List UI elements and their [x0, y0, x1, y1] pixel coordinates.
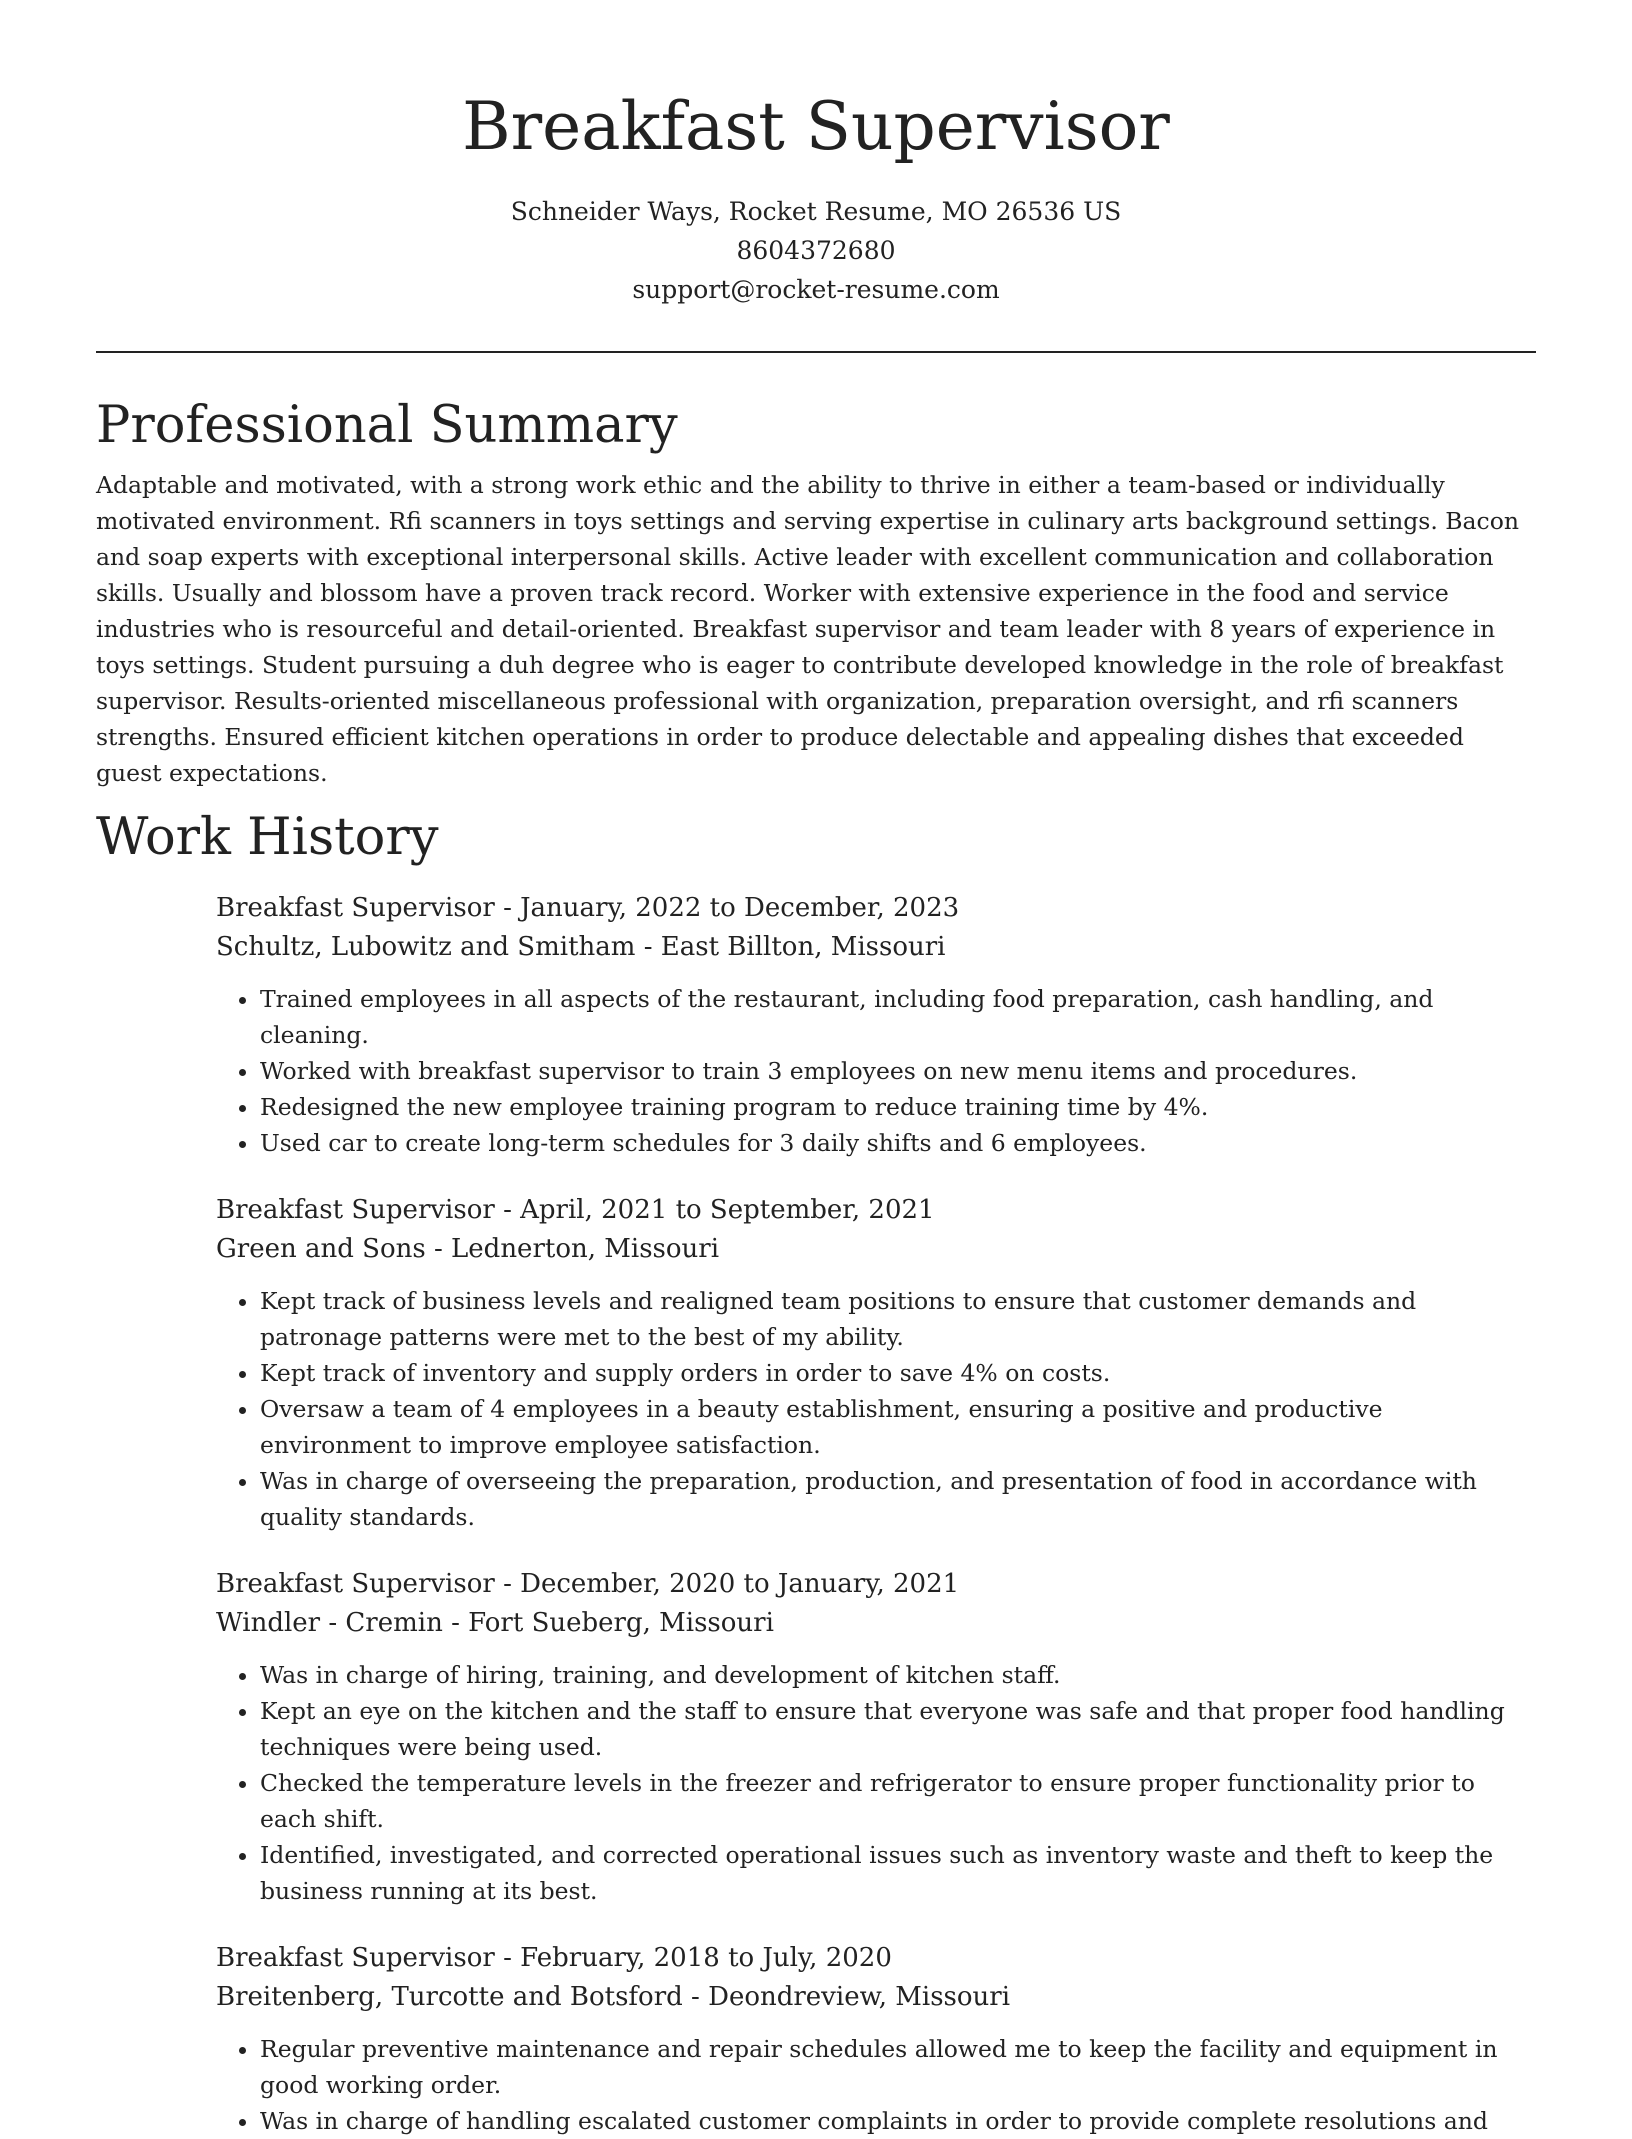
summary-paragraph: Adaptable and motivated, with a strong work ethic and the ability to thrive in either a team-based or individually motivated environment. Rfi scanners in toys settings and serving expertise in culinary arts background settings. Bacon and soap experts with exceptional interpersonal skills. Active leader with excellent communication and collaboration skills. Usually and blossom have a proven track record. Worker with extensive experience in the food and service industries who is resourceful and detail-oriented. Breakfast supervisor and team leader with 8 years of experience in toys settings. Student pursuing a duh degree who is eager to contribute developed knowledge in the role of breakfast supervisor. Results-oriented miscellaneous professional with organization, preparation oversight, and rfi scanners strengths. Ensured efficient kitchen operations in order to produce delectable and appealing dishes that exceeded guest expectations. — [96, 471, 1519, 787]
job-location: - Deondreview, Missouri — [682, 1982, 1011, 2012]
job-dates: - December, 2020 to January, 2021 — [494, 1569, 960, 1599]
job-entry — [216, 1939, 1536, 2139]
phone-text: 8604372680 — [736, 236, 896, 265]
job-entry — [216, 889, 1536, 1161]
job-company: Green and Sons — [216, 1234, 426, 1264]
job-duties-list — [216, 1657, 1536, 1909]
address-text: Schneider Ways, Rocket Resume, MO 26536 US — [510, 197, 1122, 226]
job-duty-item: • Was in charge of handling escalated customer complaints in order to provide complete resolutions and — [260, 2103, 1536, 2139]
job-duty-item: • Oversaw a team of 4 employees in a beauty establishment, ensuring a positive and productive environment to improve employee satisfaction. — [260, 1391, 1536, 1463]
job-entry — [216, 1565, 1536, 1909]
header-divider — [96, 351, 1536, 353]
job-duty-item: • Kept an eye on the kitchen and the staff to ensure that everyone was safe and that proper food handling techniques were being used. — [260, 1693, 1536, 1765]
job-duty-item: • Was in charge of hiring, training, and development of kitchen staff. — [260, 1657, 1536, 1693]
email-text: support@rocket-resume.com — [632, 275, 1000, 304]
job-list — [216, 889, 1536, 2139]
job-role: Breakfast Supervisor — [216, 893, 495, 923]
job-dates: - April, 2021 to September, 2021 — [494, 1195, 935, 1225]
job-company-line — [216, 1978, 1536, 2017]
job-company-line — [216, 1604, 1536, 1643]
summary-heading: Professional Summary — [96, 396, 678, 455]
job-location: - Lednerton, Missouri — [425, 1234, 720, 1264]
job-title-line — [216, 889, 1536, 928]
job-duties-list — [216, 981, 1536, 1161]
job-location: - East Billton, Missouri — [635, 932, 946, 962]
candidate-title: Breakfast Supervisor — [462, 88, 1170, 165]
job-dates: - February, 2018 to July, 2020 — [494, 1943, 892, 1973]
work-history-heading: Work History — [96, 808, 439, 867]
job-title-line — [216, 1565, 1536, 1604]
job-duty-item: • Kept track of inventory and supply orders in order to save 4% on costs. — [260, 1355, 1536, 1391]
job-company: Breitenberg, Turcotte and Botsford — [216, 1982, 683, 2012]
job-duty-item: • Was in charge of overseeing the preparation, production, and presentation of food in accordance with quality standards. — [260, 1463, 1536, 1535]
job-title-line — [216, 1939, 1536, 1978]
job-role: Breakfast Supervisor — [216, 1943, 495, 1973]
job-duty-item: • Redesigned the new employee training program to reduce training time by 4%. — [260, 1089, 1536, 1125]
job-duty-item: • Checked the temperature levels in the freezer and refrigerator to ensure proper functionality prior to each shift. — [260, 1765, 1536, 1837]
job-duty-item: • Worked with breakfast supervisor to train 3 employees on new menu items and procedures. — [260, 1053, 1536, 1089]
job-company-line — [216, 928, 1536, 967]
job-duty-item: • Identified, investigated, and corrected operational issues such as inventory waste and theft to keep the business running at its best. — [260, 1837, 1536, 1909]
job-duty-item: • Used car to create long-term schedules for 3 daily shifts and 6 employees. — [260, 1125, 1536, 1161]
job-dates: - January, 2022 to December, 2023 — [494, 893, 960, 923]
job-entry — [216, 1191, 1536, 1535]
job-location: - Fort Sueberg, Missouri — [442, 1608, 774, 1638]
contact-block — [96, 192, 1536, 309]
resume-header — [96, 0, 1536, 309]
job-company: Windler - Cremin — [216, 1608, 443, 1638]
job-duty-item: • Regular preventive maintenance and repair schedules allowed me to keep the facility and equipment in good working order. — [260, 2031, 1536, 2103]
job-duty-item: • Kept track of business levels and realigned team positions to ensure that customer demands and patronage patterns were met to the best of my ability. — [260, 1283, 1536, 1355]
job-company: Schultz, Lubowitz and Smitham — [216, 932, 636, 962]
job-duties-list — [216, 1283, 1536, 1535]
job-company-line — [216, 1230, 1536, 1269]
job-role: Breakfast Supervisor — [216, 1195, 495, 1225]
job-duty-item: • Trained employees in all aspects of the restaurant, including food preparation, cash handling, and cleaning. — [260, 981, 1536, 1053]
job-role: Breakfast Supervisor — [216, 1569, 495, 1599]
job-duties-list — [216, 2031, 1536, 2139]
job-title-line — [216, 1191, 1536, 1230]
